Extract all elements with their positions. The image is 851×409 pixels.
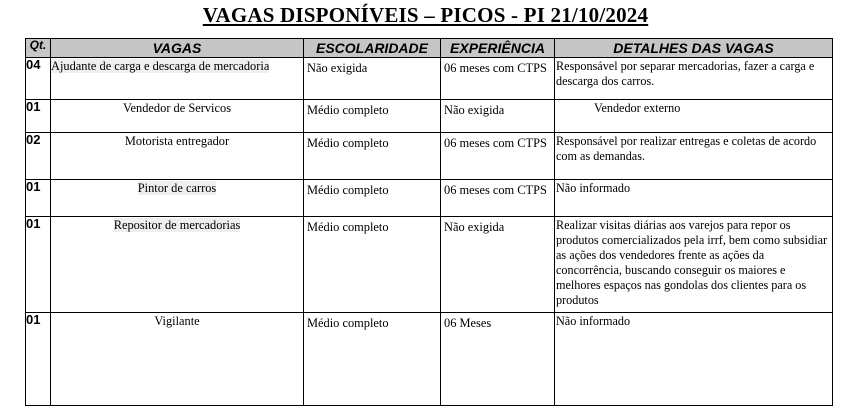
table-row bbox=[26, 100, 833, 133]
header-experiencia: EXPERIÊNCIA bbox=[441, 39, 555, 58]
row-detalhes: Vendedor externo bbox=[555, 100, 833, 133]
page-title: VAGAS DISPONÍVEIS – PICOS - PI 21/10/2024 bbox=[202, 3, 649, 27]
row-vaga-text: Pintor de carros bbox=[137, 181, 217, 195]
row-vaga bbox=[51, 180, 304, 217]
header-detalhes: DETALHES DAS VAGAS bbox=[555, 39, 833, 58]
row-experiencia: 06 meses com CTPS bbox=[441, 58, 555, 100]
table-header-row bbox=[26, 39, 833, 58]
table-row bbox=[26, 133, 833, 180]
row-vaga: Vigilante bbox=[51, 313, 304, 406]
row-qt: 01 bbox=[26, 217, 51, 313]
row-escolaridade: Não exigida bbox=[304, 58, 441, 100]
table-row bbox=[26, 217, 833, 313]
row-vaga-text: Ajudante de carga e descarga de mercadoria bbox=[51, 59, 270, 73]
row-detalhes: Responsável por realizar entregas e coletas de acordo com as demandas. bbox=[555, 133, 833, 180]
header-qt: Qt. bbox=[26, 39, 51, 58]
row-vaga bbox=[51, 217, 304, 313]
row-escolaridade: Médio completo bbox=[304, 217, 441, 313]
row-vaga-text: Repositor de mercadorias bbox=[113, 218, 241, 232]
row-experiencia: 06 meses com CTPS bbox=[441, 180, 555, 217]
row-vaga: Vendedor de Servicos bbox=[51, 100, 304, 133]
row-qt: 01 bbox=[26, 180, 51, 217]
row-escolaridade: Médio completo bbox=[304, 313, 441, 406]
job-vacancies-table bbox=[25, 38, 833, 406]
header-escolaridade: ESCOLARIDADE bbox=[304, 39, 441, 58]
row-qt: 01 bbox=[26, 313, 51, 406]
table-row bbox=[26, 180, 833, 217]
row-vaga bbox=[51, 58, 304, 100]
row-experiencia: Não exigida bbox=[441, 217, 555, 313]
row-detalhes: Não informado bbox=[555, 313, 833, 406]
row-detalhes: Não informado bbox=[555, 180, 833, 217]
row-experiencia: 06 Meses bbox=[441, 313, 555, 406]
row-vaga: Motorista entregador bbox=[51, 133, 304, 180]
row-qt: 02 bbox=[26, 133, 51, 180]
row-detalhes: Realizar visitas diárias aos varejos para repor os produtos comercializados pela irrf, bem como subsidiar as ações dos vendedores frente as ações da concorrência, buscando conseguir os maiores e melhores espaços nas gondolas dos clientes para os produtos bbox=[555, 217, 833, 313]
row-escolaridade: Médio completo bbox=[304, 180, 441, 217]
row-experiencia: 06 meses com CTPS bbox=[441, 133, 555, 180]
row-escolaridade: Médio completo bbox=[304, 133, 441, 180]
row-detalhes: Responsável por separar mercadorias, fazer a carga e descarga dos carros. bbox=[555, 58, 833, 100]
row-experiencia: Não exigida bbox=[441, 100, 555, 133]
row-qt: 01 bbox=[26, 100, 51, 133]
table-row bbox=[26, 313, 833, 406]
table-row bbox=[26, 58, 833, 100]
row-qt: 04 bbox=[26, 58, 51, 100]
header-vagas: VAGAS bbox=[51, 39, 304, 58]
row-escolaridade: Médio completo bbox=[304, 100, 441, 133]
